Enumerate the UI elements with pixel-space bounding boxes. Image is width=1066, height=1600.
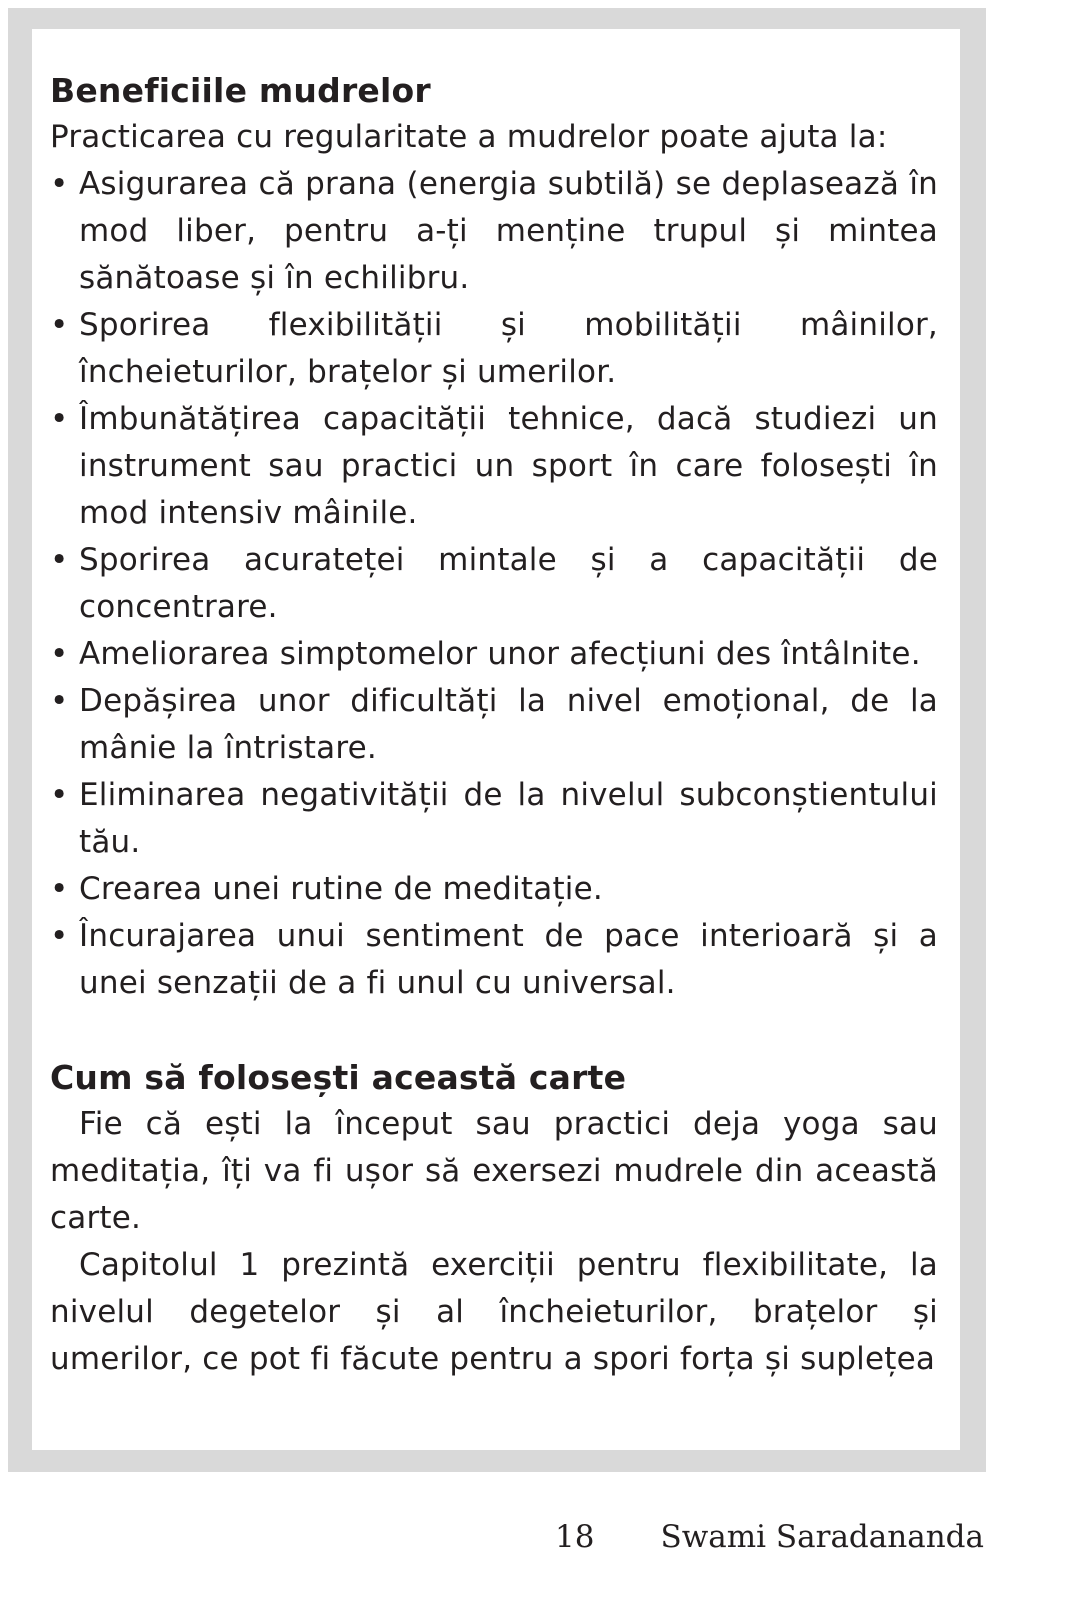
- list-item-text: Sporirea flexibilității și mobilității mâinilor, încheieturilor, brațelor și umerilor.: [79, 307, 938, 390]
- section-heading-how-to-use: Cum să folosești această carte: [50, 1058, 627, 1097]
- list-item-text: Îmbunătățirea capacității tehnice, dacă studiezi un instrument sau practici un sport în care folosești în mod intensiv mâinile.: [79, 401, 938, 531]
- bullet-icon: •: [50, 166, 69, 202]
- list-item-text: Crearea unei rutine de meditație.: [79, 871, 603, 907]
- list-item: [50, 537, 938, 631]
- panel-content: [50, 67, 938, 1383]
- list-item: [50, 631, 938, 678]
- paragraph: Fie că ești la început sau practici deja yoga sau meditația, îți va fi ușor să exersezi mudrele din această carte.: [50, 1106, 938, 1236]
- list-item-text: Ameliorarea simptomelor unor afecțiuni des întâlnite.: [79, 636, 921, 672]
- bullet-icon: •: [50, 777, 69, 813]
- list-item-text: Încurajarea unui sentiment de pace interioară și a unei senzații de a fi unul cu universal.: [79, 918, 938, 1001]
- list-item-text: Sporirea acurateței mintale și a capacității de concentrare.: [79, 542, 938, 625]
- list-item-text: Asigurarea că prana (energia subtilă) se deplasează în mod liber, pentru a-ți menține trupul și mintea sănătoase și în echilibru.: [79, 166, 938, 296]
- list-item: [50, 866, 938, 913]
- section-spacer: [50, 1007, 938, 1054]
- bullet-icon: •: [50, 871, 69, 907]
- list-item: [50, 772, 938, 866]
- bullet-icon: •: [50, 307, 69, 343]
- list-item: [50, 678, 938, 772]
- bullet-icon: •: [50, 918, 69, 954]
- list-item: [50, 161, 938, 302]
- benefits-intro: Practicarea cu regularitate a mudrelor poate ajuta la:: [50, 119, 888, 155]
- list-item-text: Depășirea unor dificultăți la nivel emoțional, de la mânie la întristare.: [79, 683, 938, 766]
- text-panel: [32, 29, 960, 1450]
- list-item: [50, 302, 938, 396]
- bullet-icon: •: [50, 542, 69, 578]
- bullet-icon: •: [50, 636, 69, 672]
- paragraph: Capitolul 1 prezintă exerciții pentru flexibilitate, la nivelul degetelor și al încheieturilor, brațelor și umerilor, ce pot fi făcute pentru a spori forța și suplețea: [50, 1247, 938, 1377]
- bullet-icon: •: [50, 401, 69, 437]
- section-heading-benefits: Beneficiile mudrelor: [50, 71, 431, 110]
- list-item: [50, 396, 938, 537]
- list-item: [50, 913, 938, 1007]
- page-number: 18: [555, 1519, 595, 1555]
- bullet-icon: •: [50, 683, 69, 719]
- running-footer-author: Swami Saradananda: [660, 1519, 984, 1555]
- list-item-text: Eliminarea negativității de la nivelul subconștientului tău.: [79, 777, 938, 860]
- page-frame: [8, 8, 986, 1472]
- benefits-list: [50, 161, 938, 1007]
